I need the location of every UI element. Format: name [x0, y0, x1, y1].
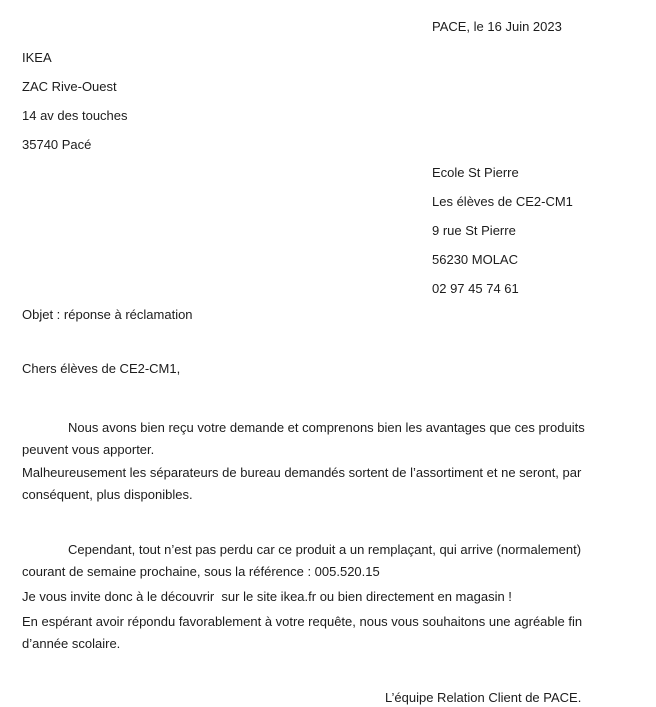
sender-address-line: ZAC Rive-Ouest [22, 79, 117, 94]
body-line: Cependant, tout n’est pas perdu car ce produit a un remplaçant, qui arrive (normalement) [68, 542, 582, 557]
recipient-phone: 02 97 45 74 61 [432, 281, 519, 296]
recipient-address-line: 56230 MOLAC [432, 252, 518, 267]
date-line: PACE, le 16 Juin 2023 [432, 19, 562, 34]
body-line: Nous avons bien reçu votre demande et comprenons bien les avantages que ces produits [68, 420, 585, 435]
salutation-line: Chers élèves de CE2-CM1, [22, 361, 181, 376]
body-paragraph [22, 611, 582, 655]
body-line: d’année scolaire. [22, 636, 121, 651]
sender-address-line: 35740 Pacé [22, 137, 92, 152]
recipient-address-line: Les élèves de CE2-CM1 [432, 194, 573, 209]
body-line: Malheureusement les séparateurs de bureau demandés sortent de l’assortiment et ne seront, par [22, 465, 582, 480]
body-line: En espérant avoir répondu favorablement à votre requête, nous vous souhaitons une agréable fin [22, 614, 583, 629]
body-line: courant de semaine prochaine, sous la référence : 005.520.15 [22, 564, 380, 579]
body-line: conséquent, plus disponibles. [22, 487, 193, 502]
body-paragraph [22, 539, 581, 583]
sender-address-block [22, 47, 128, 163]
body-paragraph [22, 586, 512, 608]
signature-line: L’équipe Relation Client de PACE. [385, 690, 582, 705]
body-line: peuvent vous apporter. [22, 442, 155, 457]
body-paragraph [22, 462, 581, 506]
recipient-address-line: 9 rue St Pierre [432, 223, 516, 238]
sender-name: IKEA [22, 50, 52, 65]
date-block [432, 16, 562, 45]
recipient-address-block [432, 162, 573, 307]
body-line: Je vous invite donc à le découvrir sur le site ikea.fr ou bien directement en magasin ! [22, 589, 512, 604]
body-paragraph [22, 417, 585, 461]
signature-block [385, 687, 581, 707]
sender-address-line: 14 av des touches [22, 108, 128, 123]
salutation-block [22, 358, 180, 380]
subject-line: Objet : réponse à réclamation [22, 307, 193, 322]
subject-block [22, 304, 193, 333]
recipient-name: Ecole St Pierre [432, 165, 519, 180]
